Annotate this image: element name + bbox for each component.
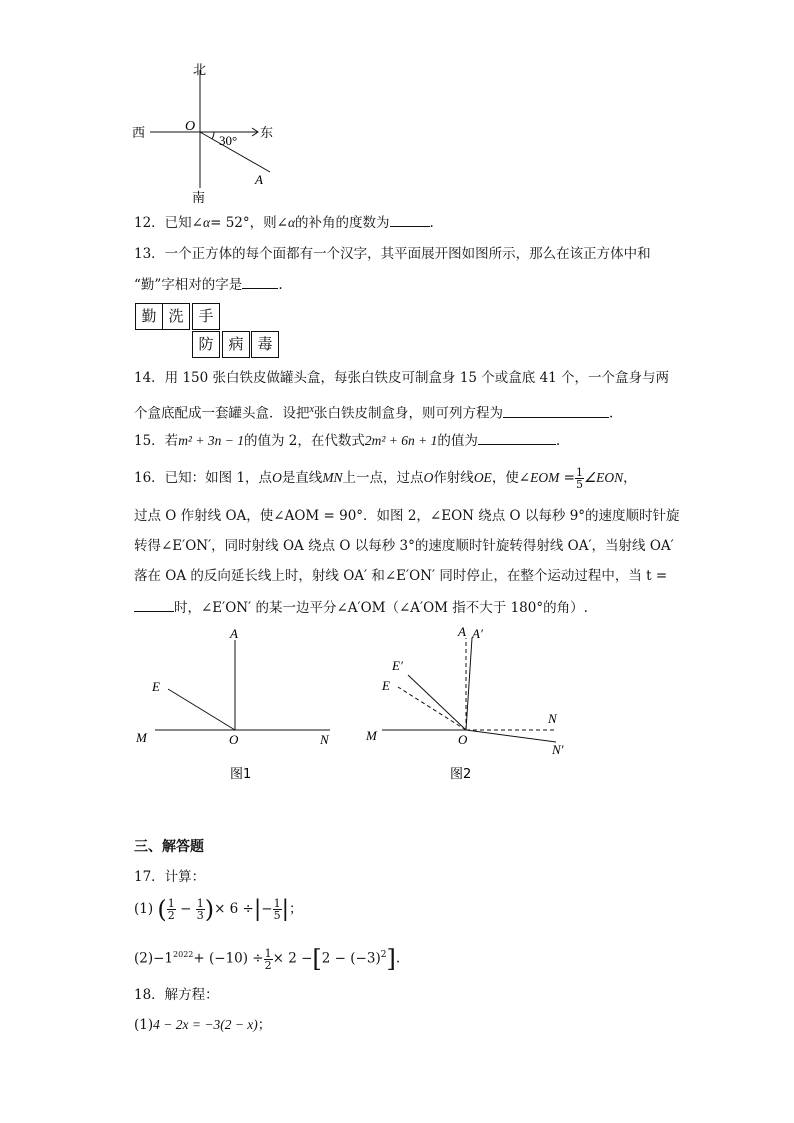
compass-north: 北 [193,63,207,78]
cube-cell-5: 病 [222,331,250,358]
fig2-label-o: O [458,732,468,747]
question-16-line1: 16．已知：如图 1，点O是直线MN上一点，过点O作射线OE，使∠EOM = $\frac{1}{5}$ ∠EON， [134,466,637,491]
q16-eq: = [559,470,575,486]
cube-cell-4: 防 [192,331,220,358]
cube-cell-6: 毒 [251,331,279,358]
q15-c: 的值为 [437,433,478,449]
figure-1 [130,620,350,790]
q12-text-c: 的补角的度数为 [295,215,390,231]
q17-e2e: 2 [380,950,387,960]
section-heading: 三、解答题 [134,839,204,855]
compass-figure [128,58,288,208]
q17-e2b: + (−10) ÷ [193,950,264,967]
q16-l1d: 作射线 [433,470,474,486]
q12-text-a: 12．已知∠ [134,215,203,231]
q17-p2-label: (2) [134,950,154,967]
q17-e2exp: 2022 [173,950,194,959]
q16-l1a: 16．已知：如图 1，点 [134,470,273,486]
q17-part1: (1) ( $\frac{1}{2}$ − $\frac{1}{3}$ )× 6 ÷|− $\frac{1}{5}$ |； [134,895,303,924]
q16-l5: 时，∠E′ON′ 的某一边平分∠A′OM（∠A′OM 指不大于 180°的角）. [174,600,588,616]
q17-part2: $(2)-1^{2022}+ (-10)$ ÷ $\frac{1}{2}$ × $2 -[2 - (-3)^2]$. [134,945,401,973]
fig1-label-a: A [230,626,238,641]
q15-b: 的值为 2，在代数式 [243,433,365,449]
question-15 [134,430,560,451]
fig1-label-m: M [136,730,147,745]
question-13-line1: 13．一个正方体的每个面都有一个汉字，其平面展开图如图所示，那么在该正方体中和 [134,246,651,262]
fig2-label-e: E [382,678,390,693]
fig1-label-e: E [152,679,160,694]
compass-east: 东 [260,126,274,141]
q15-answer-blank[interactable] [478,430,556,445]
q17-p1-label: (1) [134,901,154,917]
fig1-caption: 图1 [230,767,252,782]
q17-e2d: 2 − (−3) [321,950,381,967]
question-16-line2: 过点 O 作射线 OA，使∠AOM = 90°．如图 2，∠EON 绕点 O 以每秒 9°的速度顺时针旋 [134,508,680,524]
compass-origin: O [185,119,196,134]
fig2-label-a-prime: A′ [472,626,483,641]
q12-end: . [429,215,434,231]
q16-l1b: 是直线 [281,470,323,486]
compass-point-a: A [255,172,263,187]
q15-a: 15．若 [134,433,179,449]
question-14-line2 [134,400,613,424]
fig2-label-n: N [548,711,557,726]
fig2-label-n-prime: N′ [552,742,564,757]
q13-end: . [278,277,283,293]
q15-end: . [555,433,561,449]
q16-answer-blank[interactable] [134,597,174,612]
q16-eon: ∠EON [583,470,624,485]
q18-equation: 4 − 2x = −3(2 − x) [153,1017,258,1032]
question-14-line1: 14．用 150 张白铁皮做罐头盒，每张白铁皮可制盒身 15 个或盒底 41 个，一个盒身与两 [134,370,670,386]
q16-fraction: $\frac{1}{5}$ [575,466,583,491]
fig1-label-n: N [320,732,329,747]
q14-answer-blank[interactable] [503,403,609,418]
q12-text-b: = 52°，则∠ [210,215,288,231]
figure-2 [360,620,600,790]
q16-oe: OE [473,470,492,485]
question-17-title: 17．计算： [134,869,206,885]
fig1-label-o: O [229,732,239,747]
q16-l1e: ，使∠ [491,470,531,486]
q15-expr1: m² + 3n − 1 [178,433,244,448]
fig2-caption: 图2 [450,767,472,782]
question-16-line3: 转得∠E′ON′，同时射线 OA 绕点 O 以每秒 3°的速度顺时针旋转得射线 OA′，当射线 OA′ [134,538,674,554]
q13-answer-blank[interactable] [242,274,278,289]
question-16-line4: 落在 OA 的反向延长线上时，射线 OA′ 和∠E′ON′ 同时停止，在整个运动过程中，当 t = [134,568,668,584]
cube-cell-1: 勤 [135,303,163,330]
q17-e1: × 6 ÷ [214,901,254,917]
q17-frac-third: $\frac{1}{3}$ [196,897,204,922]
q14-end: . [608,405,614,422]
q16-eom: EOM [530,470,560,485]
q16-l1c: 上一点，过点 [342,470,424,486]
q13-line2-text: “勤”字相对的字是 [134,277,243,293]
q16-l1f: ， [623,470,637,486]
fig2-label-e-prime: E′ [392,658,403,673]
fig2-label-a: A [458,624,466,639]
compass-west: 西 [132,126,146,141]
question-12 [134,212,434,233]
q14-var: x [309,404,314,415]
fig2-label-m: M [366,728,377,743]
q16-o: O [272,470,282,485]
q18-end: ； [257,1017,272,1033]
cube-cell-3: 手 [192,303,220,330]
q17-frac-half: $\frac{1}{2}$ [167,897,175,922]
question-13-line2 [134,274,283,295]
q16-mn: MN [322,470,343,485]
question-16-line5 [134,597,588,618]
q12-answer-blank[interactable] [390,212,430,227]
q17-end1: ； [289,901,303,917]
question-18-title: 18．解方程： [134,987,219,1003]
q12-alpha: α [203,215,211,230]
q14-line2b: 张白铁皮制盒身，则可列方程为 [313,405,503,422]
q18-part1 [134,1015,271,1035]
cube-cell-2: 洗 [162,303,190,330]
compass-angle: 30° [219,133,238,148]
q17-frac-half-2: $\frac{1}{2}$ [264,946,272,972]
q12-alpha-2: α [287,215,296,230]
q15-expr2: 2m² + 6n + 1 [364,433,438,448]
q17-end2: . [395,950,401,967]
q14-line2a: 个盒底配成一套罐头盒．设把 [134,405,310,422]
q17-e2c: × 2 − [272,950,313,967]
q18-p1-label: (1) [134,1017,154,1033]
q17-e2a: −1 [153,950,174,967]
compass-south: 南 [192,191,206,206]
q17-frac-fifth: $\frac{1}{5}$ [273,897,281,922]
